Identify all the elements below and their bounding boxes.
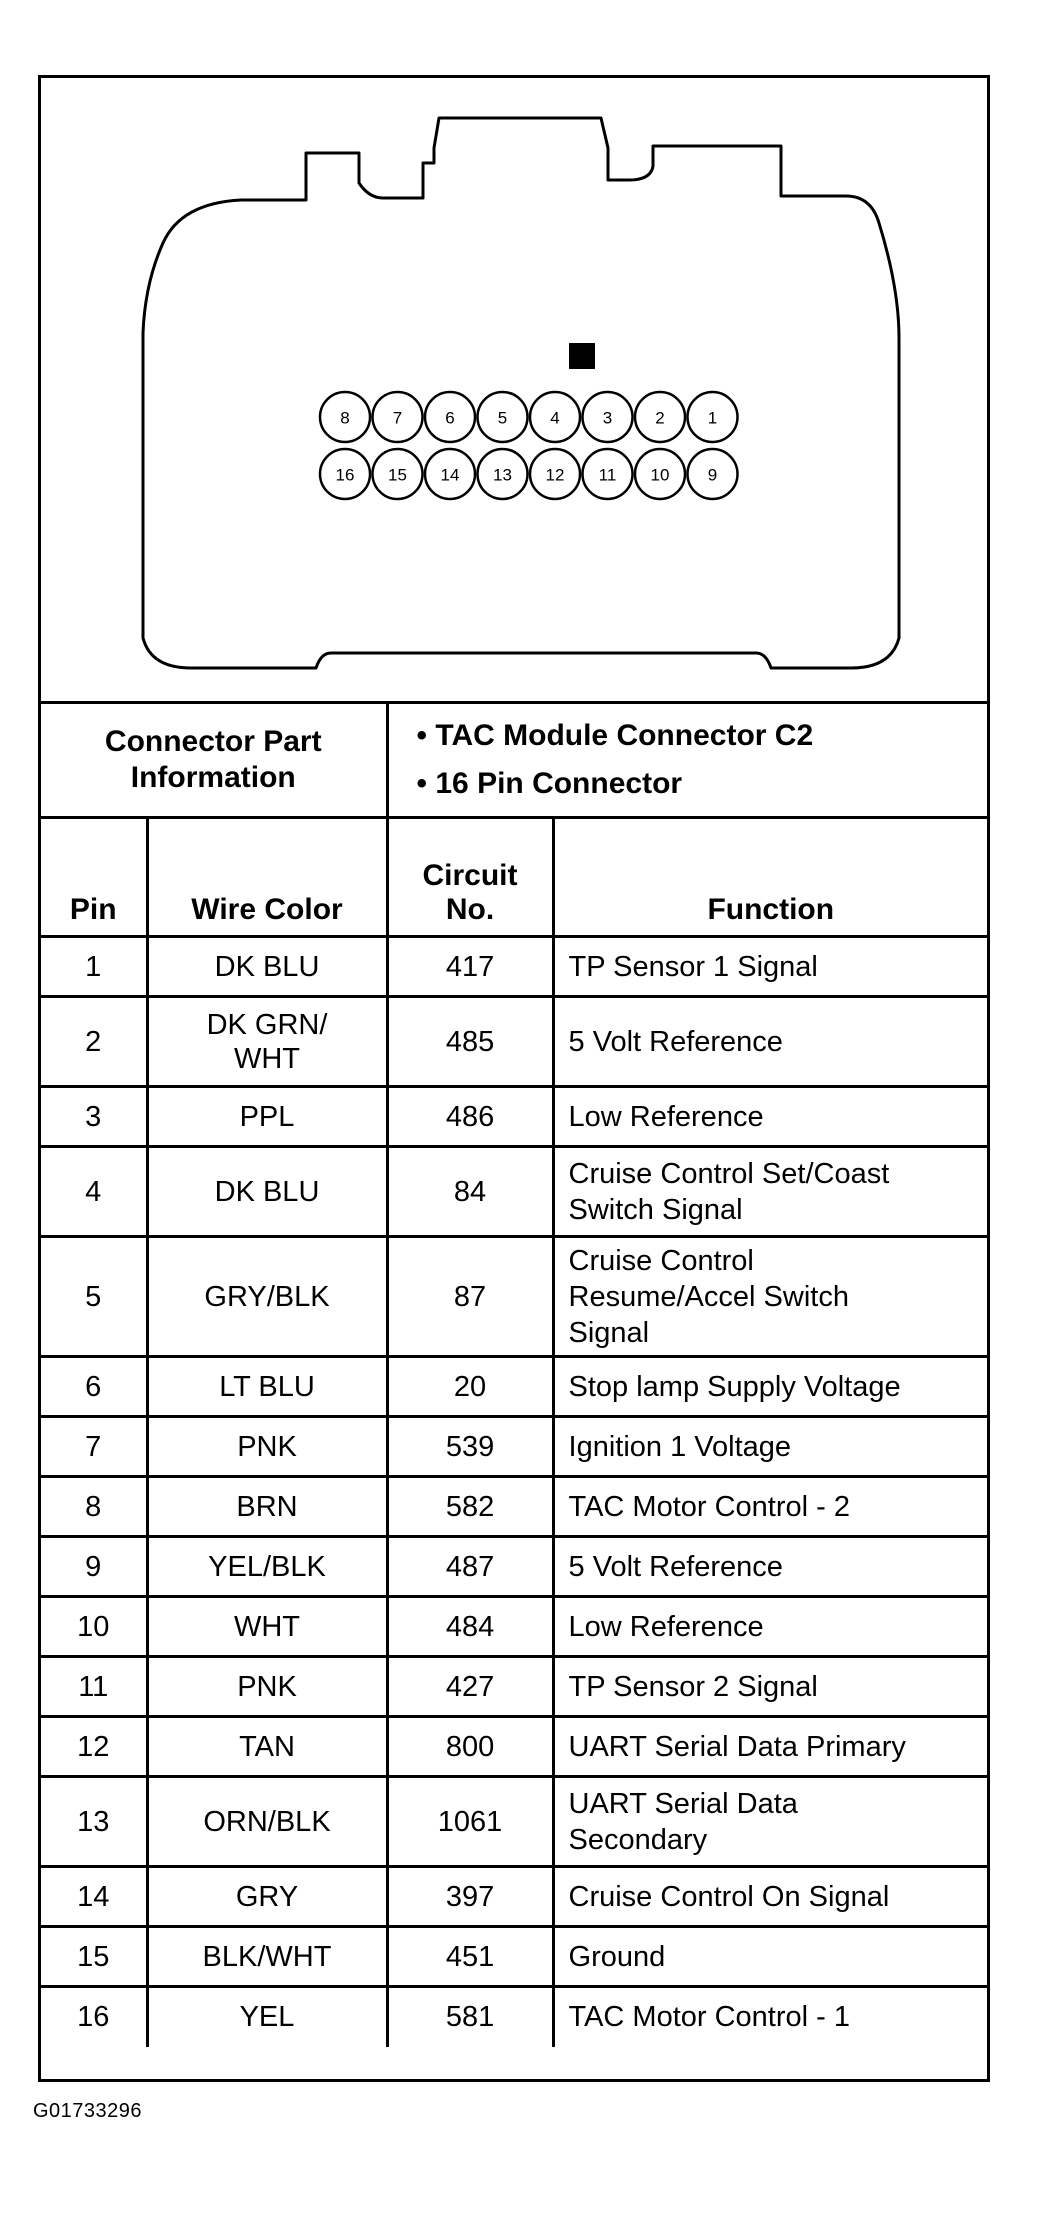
wire-color-line: ORN/BLK (203, 1805, 331, 1838)
pin-row (41, 937, 987, 997)
function-line: TP Sensor 2 Signal (568, 1670, 818, 1703)
function-cell (553, 997, 987, 1087)
circuit-number-cell: 539 (387, 1417, 553, 1477)
connector-info-label-line1: Connector Part (104, 725, 322, 758)
function-line: TAC Motor Control - 1 (568, 2001, 850, 2034)
pin-number-cell: 13 (41, 1777, 147, 1867)
function-line: Cruise Control Set/Coast (568, 1157, 890, 1190)
function-line: Ground (568, 1940, 666, 1973)
function-line: 5 Volt Reference (568, 1550, 783, 1583)
function-column-header: Function (553, 818, 987, 937)
wire-color-line: BRN (236, 1490, 298, 1523)
pin-row (41, 1987, 987, 2047)
function-cell (553, 1777, 987, 1867)
function-line: TP Sensor 1 Signal (568, 950, 818, 983)
pin-1-marker (569, 343, 595, 369)
connector-info-item: • 16 Pin Connector (417, 760, 988, 808)
connector-outline-drawing (41, 78, 987, 701)
pin-column-header: Pin (41, 818, 147, 937)
function-line: Switch Signal (568, 1193, 743, 1226)
wire-color-cell (147, 1357, 387, 1417)
pin-number-cell: 15 (41, 1927, 147, 1987)
pin-number-cell: 2 (41, 997, 147, 1087)
pin-row (41, 1417, 987, 1477)
pin-number-label: 9 (707, 465, 718, 485)
function-line: 5 Volt Reference (568, 1025, 783, 1058)
wire-color-line: DK BLU (214, 950, 320, 983)
function-line: UART Serial Data Primary (568, 1730, 906, 1763)
circuit-header-line2: No. (445, 893, 495, 926)
wire-color-cell (147, 997, 387, 1087)
connector-chart (38, 75, 990, 2082)
pin-number-cell: 16 (41, 1987, 147, 2047)
pin-number-cell: 5 (41, 1237, 147, 1357)
pin-number-cell: 14 (41, 1867, 147, 1927)
circuit-number-cell: 581 (387, 1987, 553, 2047)
connector-table (41, 704, 987, 2047)
connector-housing-outline (143, 118, 899, 668)
function-line: UART Serial Data (568, 1787, 798, 1820)
wire-color-cell (147, 1087, 387, 1147)
wire-color-cell (147, 1237, 387, 1357)
pin-number-label: 5 (497, 408, 508, 428)
pin-number-cell: 8 (41, 1477, 147, 1537)
pin-row (41, 1087, 987, 1147)
function-line: Stop lamp Supply Voltage (568, 1370, 901, 1403)
wire-color-cell (147, 1987, 387, 2047)
function-cell (553, 937, 987, 997)
function-cell (553, 1927, 987, 1987)
function-line: Signal (568, 1316, 650, 1349)
wire-color-line: PPL (239, 1100, 295, 1133)
function-cell (553, 1987, 987, 2047)
function-line: Cruise Control (568, 1244, 754, 1277)
pin-number-cell: 4 (41, 1147, 147, 1237)
pin-number-label: 8 (340, 408, 350, 428)
pin-number-label: 12 (545, 465, 565, 485)
circuit-number-cell: 20 (387, 1357, 553, 1417)
function-cell (553, 1417, 987, 1477)
pin-number-cell: 9 (41, 1537, 147, 1597)
function-cell (553, 1477, 987, 1537)
pin-number-label: 3 (602, 408, 613, 428)
connector-info-list (387, 704, 987, 818)
pin-number-label: 13 (493, 465, 512, 485)
circuit-number-cell: 485 (387, 997, 553, 1087)
wire-color-line: WHT (233, 1042, 301, 1075)
wire-color-cell (147, 1537, 387, 1597)
wire-color-cell (147, 1417, 387, 1477)
circuit-number-cell: 487 (387, 1537, 553, 1597)
function-cell (553, 1147, 987, 1237)
wire-color-cell (147, 1147, 387, 1237)
pin-row (41, 1777, 987, 1867)
function-cell (553, 1237, 987, 1357)
pin-number-label: 10 (650, 465, 670, 485)
column-header-row (41, 818, 987, 937)
circuit-number-cell: 84 (387, 1147, 553, 1237)
wire-color-cell (147, 1477, 387, 1537)
function-line: Low Reference (568, 1100, 764, 1133)
wire-color-cell (147, 1597, 387, 1657)
connector-info-row (41, 704, 987, 818)
connector-info-label (41, 704, 387, 818)
pin-number-cell: 12 (41, 1717, 147, 1777)
pin-number-label: 2 (655, 408, 665, 428)
circuit-number-cell: 397 (387, 1867, 553, 1927)
pin-row (41, 1657, 987, 1717)
pin-number-label: 4 (550, 408, 560, 428)
pin-cavities (320, 392, 738, 499)
wire-color-line: PNK (237, 1430, 297, 1463)
circuit-number-cell: 582 (387, 1477, 553, 1537)
pin-number-cell: 7 (41, 1417, 147, 1477)
wire-color-line: YEL/BLK (208, 1550, 326, 1583)
pin-number-label: 15 (388, 465, 407, 485)
circuit-number-cell: 427 (387, 1657, 553, 1717)
wire-color-line: YEL (239, 2001, 295, 2034)
connector-info-label-line2: Information (130, 761, 296, 794)
wire-color-line: TAN (239, 1730, 295, 1763)
wire-color-line: LT BLU (219, 1370, 315, 1403)
function-cell (553, 1867, 987, 1927)
wire-color-column-header: Wire Color (147, 818, 387, 937)
circuit-number-cell: 451 (387, 1927, 553, 1987)
wire-color-line: WHT (233, 1610, 301, 1643)
circuit-number-cell: 800 (387, 1717, 553, 1777)
function-line: Ignition 1 Voltage (568, 1430, 792, 1463)
function-line: TAC Motor Control - 2 (568, 1490, 850, 1523)
wire-color-cell (147, 1927, 387, 1987)
wire-color-line: DK BLU (214, 1175, 320, 1208)
pin-number-label: 16 (335, 465, 355, 485)
circuit-number-cell: 486 (387, 1087, 553, 1147)
pin-number-cell: 6 (41, 1357, 147, 1417)
pin-number-cell: 11 (41, 1657, 147, 1717)
wire-color-cell (147, 1657, 387, 1717)
wire-color-line: BLK/WHT (202, 1940, 332, 1973)
pin-number-cell: 10 (41, 1597, 147, 1657)
function-cell (553, 1657, 987, 1717)
function-cell (553, 1087, 987, 1147)
pin-row (41, 997, 987, 1087)
wire-color-cell (147, 1717, 387, 1777)
function-line: Resume/Accel Switch (568, 1280, 849, 1313)
wire-color-line: GRY (235, 1880, 299, 1913)
wire-color-line: GRY/BLK (204, 1280, 330, 1313)
image-code: G01733296 (33, 2100, 143, 2122)
wire-color-cell (147, 937, 387, 997)
wire-color-line: DK GRN/ (206, 1008, 328, 1041)
pin-row (41, 1477, 987, 1537)
pin-number-label: 14 (440, 465, 460, 485)
connector-info-item: • TAC Module Connector C2 (417, 712, 988, 760)
wire-color-cell (147, 1777, 387, 1867)
pin-row (41, 1147, 987, 1237)
pin-number-cell: 3 (41, 1087, 147, 1147)
pin-number-label: 7 (392, 408, 403, 428)
pin-row (41, 1927, 987, 1987)
circuit-number-cell: 87 (387, 1237, 553, 1357)
function-line: Cruise Control On Signal (568, 1880, 890, 1913)
pin-row (41, 1597, 987, 1657)
circuit-number-cell: 484 (387, 1597, 553, 1657)
wire-color-cell (147, 1867, 387, 1927)
pin-row (41, 1867, 987, 1927)
pin-row (41, 1537, 987, 1597)
pin-number-label: 1 (707, 408, 718, 428)
function-line: Low Reference (568, 1610, 764, 1643)
pin-number-cell: 1 (41, 937, 147, 997)
function-cell (553, 1597, 987, 1657)
wire-color-line: PNK (237, 1670, 297, 1703)
circuit-header-line1: Circuit (422, 859, 518, 892)
circuit-number-cell: 417 (387, 937, 553, 997)
pin-row (41, 1717, 987, 1777)
function-cell (553, 1357, 987, 1417)
function-cell (553, 1717, 987, 1777)
function-cell (553, 1537, 987, 1597)
connector-face-diagram (41, 78, 987, 704)
pin-number-label: 6 (445, 408, 455, 428)
circuit-number-cell: 1061 (387, 1777, 553, 1867)
function-line: Secondary (568, 1823, 708, 1856)
circuit-column-header (387, 818, 553, 937)
pin-row (41, 1357, 987, 1417)
pin-number-label: 11 (598, 465, 617, 485)
pin-row (41, 1237, 987, 1357)
